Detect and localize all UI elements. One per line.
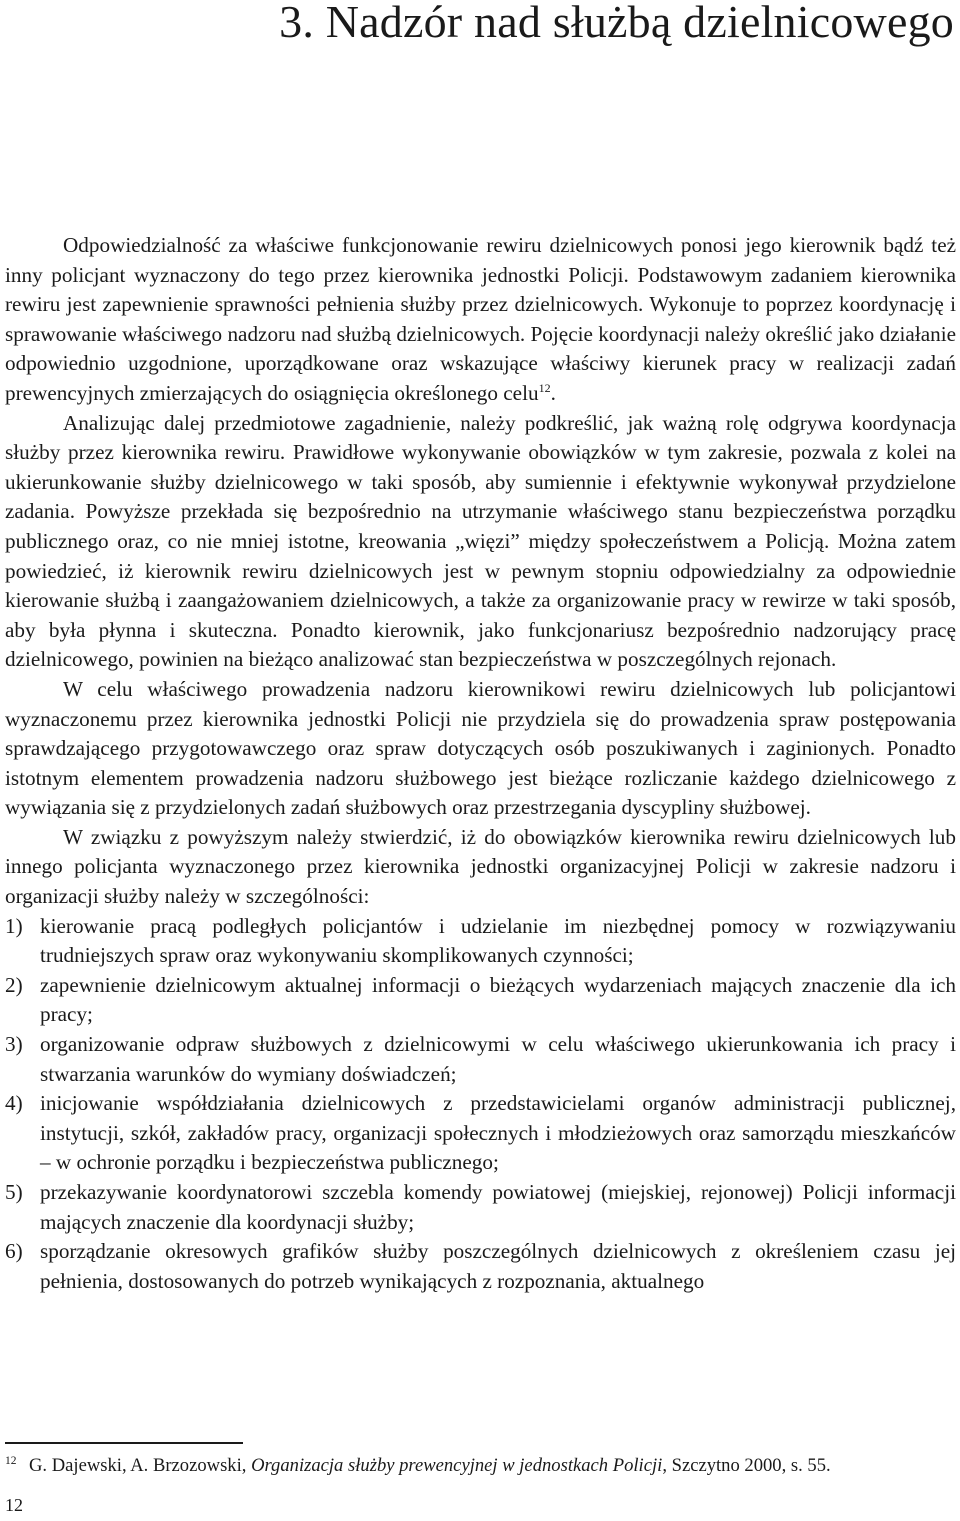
list-item	[5, 912, 956, 971]
list-item	[5, 1237, 956, 1296]
list-item-text: inicjowanie współdziałania dzielnicowych z przedstawicielami organów administracji publicznej, instytucji, szkół, zakładów pracy, organizacji społecznych i młodzieżowych oraz samorządu mieszkańców – w ochronie porządku i bezpieczeństwa publicznego;	[40, 1091, 956, 1175]
list-item-text: kierowanie pracą podległych policjantów i udzielanie im niezbędnej pomocy w rozwiązywaniu trudniejszych spraw oraz wykonywaniu skomplikowanych czynności;	[40, 913, 956, 968]
footnote-title: Organizacja służby prewencyjnej w jednostkach Policji	[251, 1455, 663, 1476]
list-item-number: 4)	[5, 1091, 23, 1116]
list-item-number: 5)	[5, 1180, 23, 1204]
list-item	[5, 971, 956, 1030]
page-title: 3. Nadzór nad służbą dzielnicowego	[279, 0, 954, 47]
list-item-number: 6)	[5, 1239, 23, 1264]
body-text	[5, 231, 956, 1296]
list-item-text: zapewnienie dzielnicowym aktualnej informacji o bieżących wydarzeniach mających znaczenie dla ich pracy;	[40, 972, 956, 1027]
duties-list	[5, 912, 956, 1297]
paragraph: W związku z powyższym należy stwierdzić, iż do obowiązków kierownika rewiru dzielnicowych lub innego policjanta wyznaczonego przez kierownika jednostki organizacyjnej Policji w zakresie nadzoru i organizacji służby należy w szczególności:	[5, 824, 956, 909]
paragraph: W celu właściwego prowadzenia nadzoru kierownikowi rewiru dzielnicowych lub policjantowi wyznaczonemu przez kierownika jednostki Policji nie przydziela się do prowadzenia spraw postępowania sprawdzającego przygotowawczego oraz spraw dotyczących osób poszukiwanych i zaginionych. Ponadto istotnym elementem prowadzenia nadzoru służbowego jest bieżące rozliczanie każdego dzielnicowego z wywiązania się z przydzielonych zadań służbowych oraz przestrzegania dyscypliny służbowej.	[5, 676, 956, 820]
footnote-publication: , Szczytno 2000, s. 55.	[662, 1455, 831, 1476]
list-item	[5, 1089, 956, 1178]
footnote-separator	[5, 1442, 243, 1444]
list-item	[5, 1178, 956, 1237]
list-item	[5, 1030, 956, 1089]
footnote: 12 G. Dajewski, A. Brzozowski, Organizacja służby prewencyjnej w jednostkach Policji, Szczytno 2000, s. 55.	[5, 1455, 831, 1476]
list-item-number: 1)	[5, 913, 23, 938]
list-item-number: 2)	[5, 972, 23, 997]
list-item-text: przekazywanie koordynatorowi szczebla komendy powiatowej (miejskiej, rejonowej) Policji informacji mających znaczenie dla koordynacji służby;	[40, 1180, 956, 1234]
page-number: 12	[5, 1495, 23, 1515]
list-item-text: sporządzanie okresowych grafików służby poszczególnych dzielnicowych z określeniem czasu jej pełnienia, dostosowanych do potrzeb wynikających z rozpoznania, aktualnego	[40, 1239, 956, 1293]
paragraph: Analizując dalej przedmiotowe zagadnienie, należy podkreślić, jak ważną rolę odgrywa koordynacja służby przez kierownika rewiru. Prawidłowe wykonywanie obowiązków w tym zakresie, pozwala z kolei na ukierunkowanie służby dzielnicowego w taki sposób, aby sumiennie i efektywnie wykonywał przydzielone zadania. Powyższe przekłada się bezpośrednio na utrzymanie właściwego stanu bezpieczeństwa porządku publicznego oraz, co nie mniej istotne, kreowania „więzi” między społeczeństwem a Policją. Można zatem powiedzieć, iż kierownik rewiru dzielnicowych jest w pewnym stopniu odpowiedzialny za odpowiednie kierowanie służbą i zaangażowaniem dzielnicowych, a także za organizowanie pracy w rewirze w taki sposób, aby była płynna i skuteczna. Ponadto kierownik, jako funkcjonariusz bezpośrednio nadzorujący pracę dzielnicowego, powinien na bieżąco analizować stan bezpieczeństwa w poszczególnych rejonach.	[5, 410, 956, 672]
paragraph	[5, 231, 956, 409]
paragraph-text-end: .	[550, 380, 556, 405]
footnote-reference[interactable]: 12	[538, 380, 551, 395]
footnote-authors: G. Dajewski, A. Brzozowski,	[29, 1455, 247, 1476]
list-item-number: 3)	[5, 1032, 23, 1057]
list-item-text: organizowanie odpraw służbowych z dzielnicowymi w celu właściwego ukierunkowania ich pracy i stwarzania warunków do wymiany doświadczeń;	[40, 1032, 956, 1086]
paragraph-text: Odpowiedzialność za właściwe funkcjonowanie rewiru dzielnicowych ponosi jego kierownik bądź też inny policjant wyznaczony do tego przez kierownika jednostki Policji. Podstawowym zadaniem kierownika rewiru jest zapewnienie sprawności pełnienia służby przez dzielnicowych. Wykonuje to poprzez koordynację i sprawowanie właściwego nadzoru nad służbą dzielnicowych. Pojęcie koordynacji należy określić jako działanie odpowiednio uzgodnione, uporządkowane oraz wskazujące właściwy kierunek pracy w realizacji zadań prewencyjnych zmierzających do osiągnięcia określonego celu	[5, 233, 956, 405]
